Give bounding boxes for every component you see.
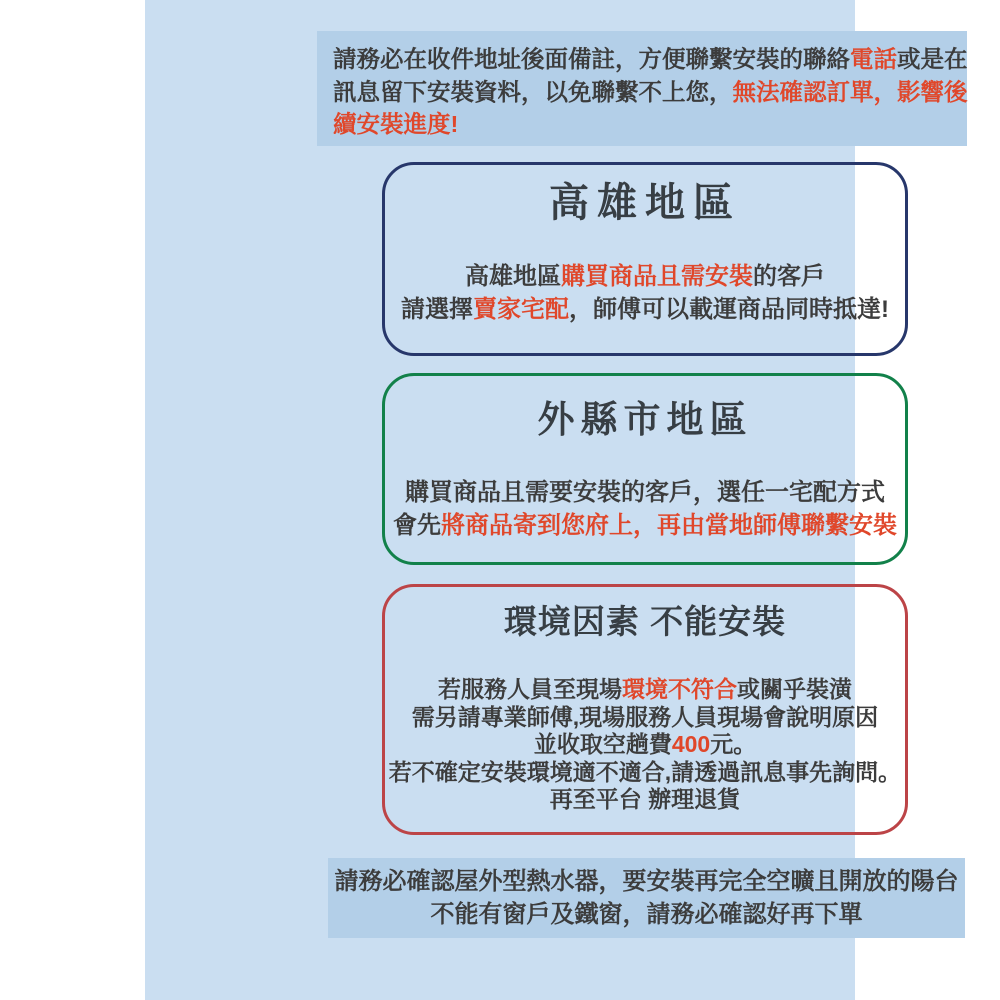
environment-title: 環境因素 不能安裝 xyxy=(503,603,787,640)
kaohsiung-body-line-1 xyxy=(385,260,905,293)
bottom-notice-band xyxy=(328,858,965,938)
kaohsiung-text: 高雄地區 xyxy=(465,263,561,290)
environment-text: 若服務人員至現場 xyxy=(438,676,622,702)
environment-text: 需另請專業師傅,現場服務人員現場會說明原因 xyxy=(411,703,879,730)
environment-text: 若不確定安裝環境適不適合,請透過訊息事先詢問。 xyxy=(388,758,902,785)
kaohsiung-area-body xyxy=(385,260,905,326)
outer-county-title: 外縣市地區 xyxy=(537,399,753,440)
environment-text: 再至平台 辦理退貨 xyxy=(549,786,741,812)
environment-text: 並收取空趟費 xyxy=(533,731,672,757)
kaohsiung-area-box xyxy=(382,162,908,356)
top-notice-highlight-phone: 電話 xyxy=(850,46,897,72)
kaohsiung-text: 請選擇 xyxy=(401,296,473,323)
top-notice-highlight-progress: 續安裝進度! xyxy=(333,111,459,137)
kaohsiung-area-title: 高雄地區 xyxy=(549,181,741,225)
environment-highlight-unsuitable: 環境不符合 xyxy=(622,676,737,702)
environment-body-line-5 xyxy=(385,786,905,814)
top-notice-line-1 xyxy=(333,43,968,76)
top-notice-text: 或是在 xyxy=(897,46,968,72)
environment-text: 或關乎裝潢 xyxy=(737,676,852,702)
environment-box xyxy=(382,584,908,835)
outer-county-text: 購買商品且需要安裝的客戶，選任一宅配方式 xyxy=(405,479,885,506)
environment-body-line-1 xyxy=(385,676,905,704)
top-notice-text: 訊息留下安裝資料，以免聯繫不上您， xyxy=(333,78,733,105)
outer-county-body-line-1 xyxy=(385,476,905,509)
kaohsiung-highlight-delivery: 賣家宅配 xyxy=(473,296,569,323)
environment-body-line-2 xyxy=(385,704,905,732)
kaohsiung-body-line-2 xyxy=(385,293,905,326)
environment-body-line-4 xyxy=(385,759,905,787)
outer-county-body-line-2 xyxy=(385,509,905,542)
top-notice-line-3 xyxy=(333,108,959,141)
environment-text: 元。 xyxy=(710,731,757,757)
outer-county-highlight-shipping: 將商品寄到您府上，再由當地師傅聯繫安裝 xyxy=(441,512,897,539)
environment-highlight-fee: 400 xyxy=(671,731,711,757)
outer-county-body xyxy=(385,476,905,542)
kaohsiung-text: 的客戶 xyxy=(753,263,825,290)
kaohsiung-text: ，師傅可以載運商品同時抵達! xyxy=(569,296,889,323)
top-notice-text: 請務必在收件地址後面備註，方便聯繫安裝的聯絡 xyxy=(333,46,850,72)
top-notice-highlight-order: 無法確認訂單，影響後 xyxy=(732,78,968,105)
top-notice-line-2 xyxy=(333,76,968,109)
environment-body-line-3 xyxy=(385,731,905,759)
top-notice-band xyxy=(317,31,967,146)
content-panel xyxy=(145,0,968,1000)
environment-body xyxy=(385,676,905,814)
kaohsiung-highlight-purchase: 購買商品且需安裝 xyxy=(561,263,753,290)
outer-county-text: 會先 xyxy=(393,512,441,539)
outer-county-box xyxy=(382,373,908,565)
bottom-notice-line-1: 請務必確認屋外型熱水器，要安裝再完全空曠且開放的陽台 xyxy=(334,868,959,895)
bottom-notice-line-2: 不能有窗戶及鐵窗，請務必確認好再下單 xyxy=(430,901,863,928)
